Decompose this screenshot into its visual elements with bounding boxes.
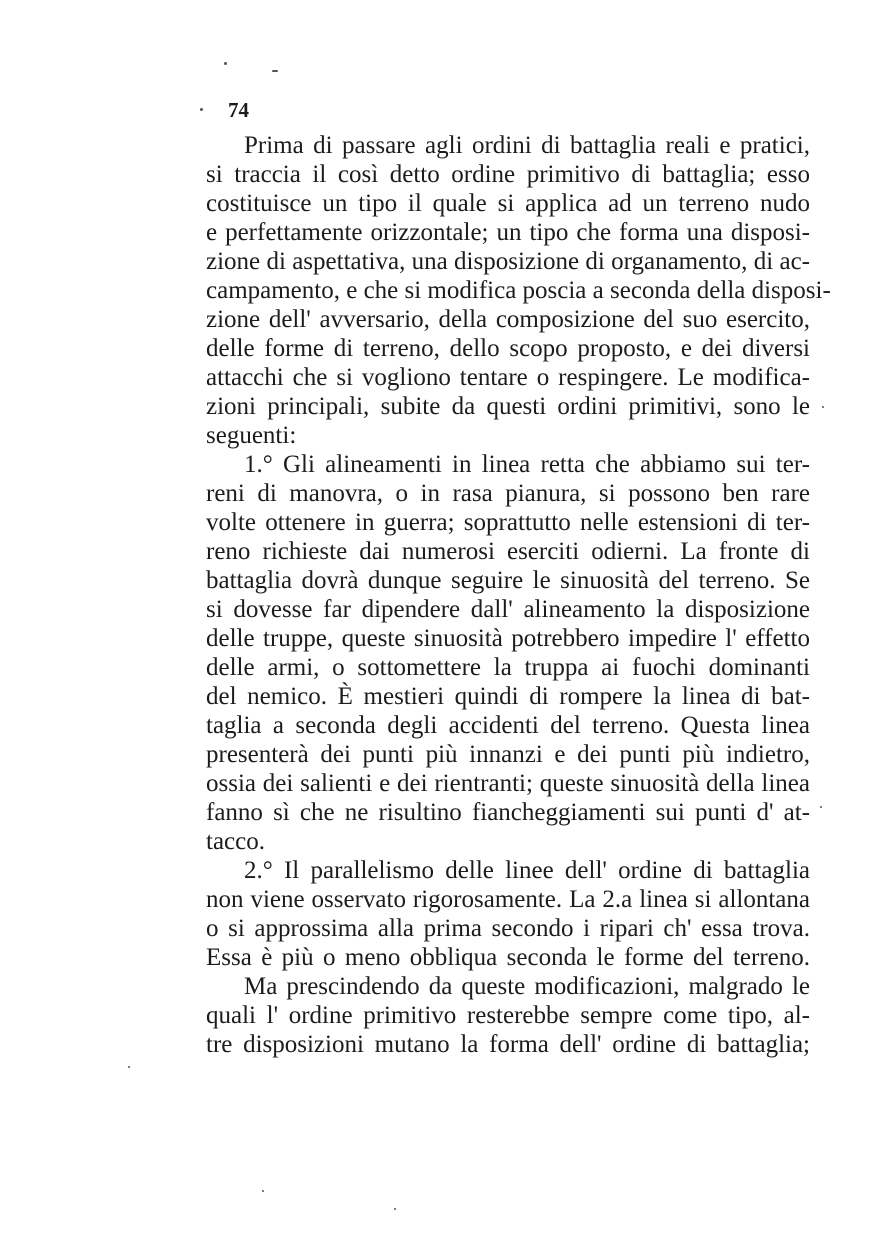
- text-line: tre disposizioni mutano la forma dell' ordine di battaglia;: [206, 1031, 810, 1058]
- text-line: costituisce un tipo il quale si applica ad un terreno nudo: [206, 190, 810, 217]
- text-line: Prima di passare agli ordini di battaglia reali e pratici,: [244, 132, 810, 159]
- ink-speck: [820, 806, 822, 808]
- ink-speck: [262, 1190, 264, 1192]
- text-line: delle truppe, queste sinuosità potrebbero impedire l' effetto: [206, 625, 810, 652]
- text-line: 1.° Gli alineamenti in linea retta che abbiamo sui ter-: [244, 451, 810, 478]
- ink-speck: [394, 1208, 396, 1210]
- text-line: campamento, e che si modifica poscia a seconda della disposi-: [206, 277, 831, 304]
- text-line: battaglia dovrà dunque seguire le sinuosità del terreno. Se: [206, 567, 810, 594]
- text-line: fanno sì che ne risultino fiancheggiamenti sui punti d' at-: [206, 799, 810, 826]
- text-line: delle forme di terreno, dello scopo proposto, e dei diversi: [206, 335, 810, 362]
- text-line: 2.° Il parallelismo delle linee dell' ordine di battaglia: [244, 857, 810, 884]
- text-line: presenterà dei punti più innanzi e dei punti più indietro,: [206, 741, 810, 768]
- text-line: delle armi, o sottomettere la truppa ai fuochi dominanti: [206, 654, 810, 681]
- text-line: seguenti:: [206, 422, 297, 449]
- text-line: e perfettamente orizzontale; un tipo che forma una disposi-: [206, 219, 810, 246]
- text-line: zione dell' avversario, della composizione del suo esercito,: [206, 306, 810, 333]
- text-line: tacco.: [206, 828, 265, 855]
- text-line: volte ottenere in guerra; soprattutto nelle estensioni di ter-: [206, 509, 810, 536]
- text-line: Essa è più o meno obbliqua seconda le forme del terreno.: [206, 944, 810, 971]
- text-line: reno richieste dai numerosi eserciti odierni. La fronte di: [206, 538, 810, 565]
- ink-speck: [272, 70, 278, 72]
- text-line: taglia a seconda degli accidenti del terreno. Questa linea: [206, 712, 810, 739]
- ink-speck: [200, 108, 203, 111]
- text-line: non viene osservato rigorosamente. La 2.a linea si allontana: [206, 886, 810, 913]
- page-number: 74: [228, 98, 249, 122]
- text-line: si traccia il così detto ordine primitivo di battaglia; esso: [206, 161, 810, 188]
- ink-speck: [822, 406, 824, 408]
- text-line: ossia dei salienti e dei rientranti; queste sinuosità della linea: [206, 770, 810, 797]
- text-line: quali l' ordine primitivo resterebbe sempre come tipo, al-: [206, 1002, 810, 1029]
- text-line: si dovesse far dipendere dall' alineamento la disposizione: [206, 596, 810, 623]
- ink-speck: [128, 1066, 130, 1068]
- text-line: zione di aspettativa, una disposizione di organamento, di ac-: [206, 248, 810, 275]
- text-line: reni di manovra, o in rasa pianura, si possono ben rare: [206, 480, 810, 507]
- text-line: zioni principali, subite da questi ordini primitivi, sono le: [206, 393, 810, 420]
- ink-speck: [224, 62, 227, 65]
- text-line: del nemico. È mestieri quindi di rompere la linea di bat-: [206, 683, 810, 710]
- text-line: Ma prescindendo da queste modificazioni, malgrado le: [244, 973, 810, 1000]
- text-line: o si approssima alla prima secondo i ripari ch' essa trova.: [206, 915, 810, 942]
- text-line: attacchi che si vogliono tentare o respingere. Le modifica-: [206, 364, 810, 391]
